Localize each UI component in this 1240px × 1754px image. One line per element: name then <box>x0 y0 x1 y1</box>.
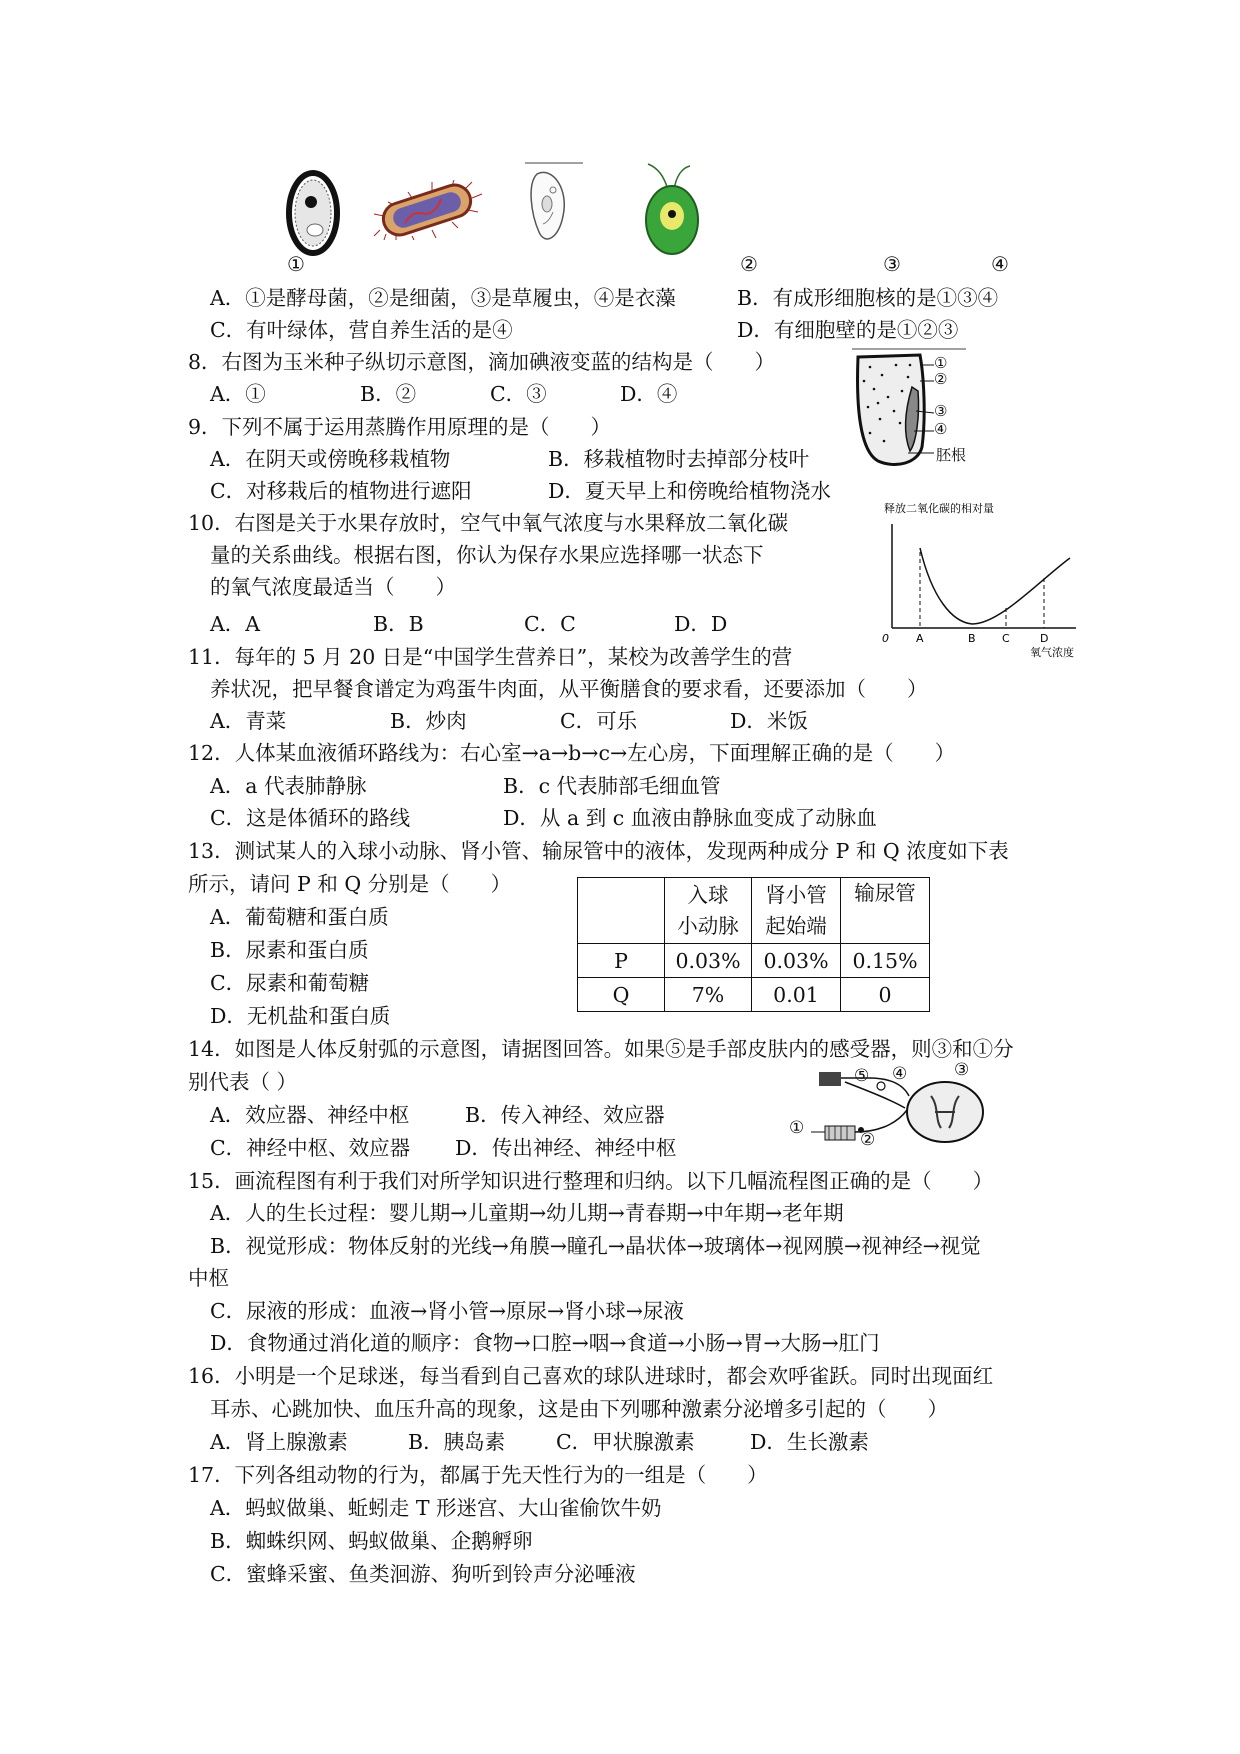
q13-option-c: C．尿素和葡萄糖 <box>210 971 370 995</box>
chart-origin: 0 <box>882 632 889 645</box>
q11-option-c: C．可乐 <box>560 709 638 733</box>
q16-stem-1: 16．小明是一个足球迷，每当看到自己喜欢的球队进球时，都会欢呼雀跃。同时出现面红 <box>188 1364 994 1388</box>
q7-option-b: B．有成形细胞核的是①③④ <box>737 286 999 310</box>
q13-option-a: A．葡萄糖和蛋白质 <box>210 905 389 929</box>
q17-option-b: B．蜘蛛织网、蚂蚁做巢、企鹅孵卵 <box>210 1529 533 1553</box>
q15-option-b: B．视觉形成：物体反射的光线→角膜→瞳孔→晶状体→玻璃体→视网膜→视神经→视觉 <box>210 1234 981 1258</box>
yeast-cell-figure <box>283 168 343 258</box>
q12-option-c: C．这是体循环的路线 <box>210 806 411 830</box>
q14-option-b: B．传入神经、效应器 <box>465 1103 665 1127</box>
q10-stem-3: 的氧气浓度最适当（ ） <box>210 575 456 599</box>
chlamydomonas-figure <box>630 162 714 260</box>
reflex-label-5: ⑤ <box>854 1066 870 1086</box>
q16-option-d: D．生长激素 <box>750 1430 869 1454</box>
q17-option-c: C．蜜蜂采蜜、鱼类洄游、狗听到铃声分泌唾液 <box>210 1562 636 1586</box>
table-cell: P <box>578 944 665 978</box>
q15-option-c: C．尿液的形成：血液→肾小管→原尿→肾小球→尿液 <box>210 1299 684 1323</box>
q8-option-c: C．③ <box>490 382 547 406</box>
chart-tick-c: C <box>1002 632 1010 645</box>
chart-xlabel: 氧气浓度 <box>1030 646 1074 659</box>
q13-stem-1: 13．测试某人的入球小动脉、肾小管、输尿管中的液体，发现两种成分 P 和 Q 浓度如下表 <box>188 839 1009 863</box>
q9-option-a: A．在阴天或傍晚移栽植物 <box>210 447 451 471</box>
corn-label-3: ③ <box>934 402 948 420</box>
q8-option-a: A．① <box>210 382 266 406</box>
q7-option-d: D．有细胞壁的是①②③ <box>737 318 959 342</box>
q10-option-c: C．C <box>524 612 576 636</box>
table-header-afferent: 入球 小动脉 <box>665 878 752 944</box>
q9-option-d: D．夏天早上和傍晚给植物浇水 <box>548 479 831 503</box>
q10-stem-2: 量的关系曲线。根据右图，你认为保存水果应选择哪一状态下 <box>210 543 764 567</box>
chart-ylabel: 释放二氧化碳的相对量 <box>884 502 994 515</box>
bacterium-figure <box>372 180 484 240</box>
q16-option-c: C．甲状腺激素 <box>556 1430 695 1454</box>
table-cell: 0.01 <box>752 978 841 1012</box>
q17-option-a: A．蚂蚁做巢、蚯蚓走 T 形迷宫、大山雀偷饮牛奶 <box>210 1496 662 1520</box>
chart-tick-a: A <box>916 632 924 645</box>
q16-stem-2: 耳赤、心跳加快、血压升高的现象，这是由下列哪种激素分泌增多引起的（ ） <box>210 1397 948 1421</box>
corn-label-1: ① <box>934 354 948 372</box>
q12-stem: 12．人体某血液循环路线为：右心室→a→b→c→左心房，下面理解正确的是（ ） <box>188 741 956 765</box>
table-cell: 7% <box>665 978 752 1012</box>
table-row <box>578 944 930 978</box>
corn-label-radicle: 胚根 <box>936 446 967 464</box>
q14-option-a: A．效应器、神经中枢 <box>210 1103 410 1127</box>
q13-option-d: D．无机盐和蛋白质 <box>210 1004 391 1028</box>
q15-option-b-cont: 中枢 <box>188 1266 229 1290</box>
table-header-tubule: 肾小管 起始端 <box>752 878 841 944</box>
cell-label-3: ③ <box>883 252 901 276</box>
q8-stem: 8．右图为玉米种子纵切示意图，滴加碘液变蓝的结构是（ ） <box>188 350 776 374</box>
table-row <box>578 978 930 1012</box>
q14-option-d: D．传出神经、神经中枢 <box>455 1136 677 1160</box>
reflex-label-2: ② <box>860 1130 876 1150</box>
corn-label-2: ② <box>934 370 948 388</box>
table-cell: 0.15% <box>841 944 930 978</box>
q14-stem-2: 别代表（ ） <box>188 1070 298 1094</box>
q15-stem: 15．画流程图有利于我们对所学知识进行整理和归纳。以下几幅流程图正确的是（ ） <box>188 1169 994 1193</box>
q16-option-a: A．肾上腺激素 <box>210 1430 348 1454</box>
q14-option-c: C．神经中枢、效应器 <box>210 1136 411 1160</box>
table-cell: 0.03% <box>752 944 841 978</box>
table-header-row <box>578 878 930 944</box>
q7-option-a: A．①是酵母菌，②是细菌，③是草履虫，④是衣藻 <box>210 286 676 310</box>
q10-stem-1: 10．右图是关于水果存放时，空气中氧气浓度与水果释放二氧化碳 <box>188 511 789 535</box>
q10-option-b: B．B <box>373 612 424 636</box>
q10-option-a: A．A <box>210 612 261 636</box>
q14-stem-1: 14．如图是人体反射弧的示意图，请据图回答。如果⑤是手部皮肤内的感受器，则③和①分 <box>188 1037 1014 1061</box>
corn-label-4: ④ <box>934 420 948 438</box>
chart-tick-d: D <box>1040 632 1049 645</box>
q9-option-c: C．对移栽后的植物进行遮阳 <box>210 479 472 503</box>
table-cell: Q <box>578 978 665 1012</box>
q9-stem: 9．下列不属于运用蒸腾作用原理的是（ ） <box>188 415 612 439</box>
cell-label-1: ① <box>287 252 305 276</box>
q10-option-d: D．D <box>674 612 728 636</box>
q17-stem: 17．下列各组动物的行为，都属于先天性行为的一组是（ ） <box>188 1463 768 1487</box>
table-cell: 0 <box>841 978 930 1012</box>
q13-concentration-table <box>577 877 930 1012</box>
q11-stem-1: 11．每年的 5 月 20 日是“中国学生营养日”，某校为改善学生的营 <box>188 645 793 669</box>
oxygen-co2-chart <box>880 502 1100 662</box>
q11-stem-2: 养状况，把早餐食谱定为鸡蛋牛肉面，从平衡膳食的要求看，还要添加（ ） <box>210 677 928 701</box>
q12-option-d: D．从 a 到 c 血液由静脉血变成了动脉血 <box>503 806 877 830</box>
reflex-label-4: ④ <box>892 1064 908 1084</box>
q8-option-d: D．④ <box>620 382 678 406</box>
table-corner <box>578 878 665 944</box>
q16-option-b: B．胰岛素 <box>408 1430 506 1454</box>
q13-option-b: B．尿素和蛋白质 <box>210 938 369 962</box>
q8-option-b: B．② <box>360 382 417 406</box>
cell-label-4: ④ <box>991 252 1009 276</box>
q7-option-c: C．有叶绿体，营自养生活的是④ <box>210 318 513 342</box>
q15-option-a: A．人的生长过程：婴儿期→儿童期→幼儿期→青春期→中年期→老年期 <box>210 1201 844 1225</box>
table-cell: 0.03% <box>665 944 752 978</box>
cell-label-2: ② <box>740 252 758 276</box>
q15-option-d: D．食物通过消化道的顺序：食物→口腔→咽→食道→小肠→胃→大肠→肛门 <box>210 1331 880 1355</box>
q11-option-a: A．青菜 <box>210 709 287 733</box>
reflex-label-1: ① <box>789 1118 805 1138</box>
q9-option-b: B．移栽植物时去掉部分枝叶 <box>548 447 810 471</box>
q12-option-b: B．c 代表肺部毛细血管 <box>503 774 721 798</box>
reflex-label-3: ③ <box>954 1060 970 1080</box>
paramecium-figure <box>523 160 583 250</box>
q11-option-d: D．米饭 <box>730 709 808 733</box>
q11-option-b: B．炒肉 <box>390 709 467 733</box>
q13-stem-2: 所示，请问 P 和 Q 分别是（ ） <box>188 872 512 896</box>
table-header-ureter: 输尿管 <box>841 878 930 944</box>
q12-option-a: A．a 代表肺静脉 <box>210 774 367 798</box>
chart-tick-b: B <box>968 632 976 645</box>
